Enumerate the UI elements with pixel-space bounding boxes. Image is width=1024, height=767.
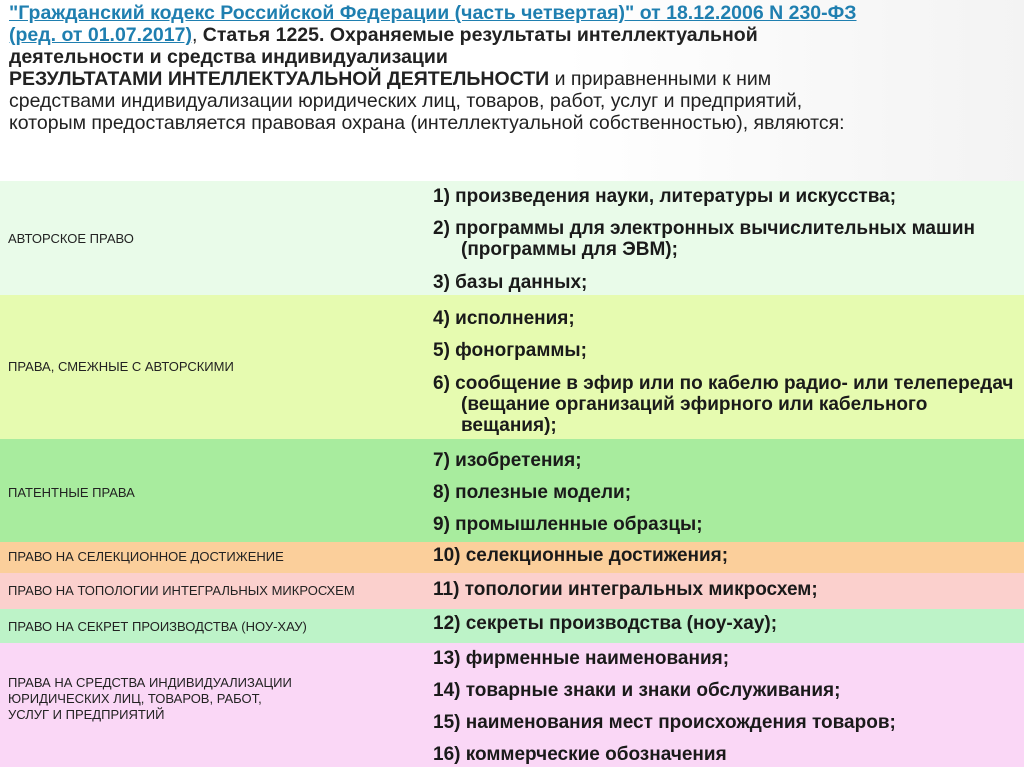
article-title-cont: деятельности и средства индивидуализации — [9, 46, 448, 68]
category-row — [0, 609, 1024, 643]
civil-code-link[interactable]: "Гражданский кодекс Российской Федерации (часть четвертая)" от 18.12.2006 N 230-ФЗ — [9, 2, 857, 24]
category-label: ПРАВО НА ТОПОЛОГИИ ИНТЕГРАЛЬНЫХ МИКРОСХЕМ — [8, 583, 355, 598]
category-row — [0, 542, 1024, 573]
category-label: ПАТЕНТНЫЕ ПРАВА — [8, 485, 135, 500]
category-label: ПРАВА, СМЕЖНЫЕ С АВТОРСКИМИ — [8, 359, 234, 374]
list-item: 9) промышленные образцы; — [433, 514, 703, 535]
list-item: 7) изобретения; — [433, 450, 582, 471]
category-label: ПРАВА НА СРЕДСТВА ИНДИВИДУАЛИЗАЦИИ ЮРИДИЧЕСКИХ ЛИЦ, ТОВАРОВ, РАБОТ, УСЛУГ И ПРЕДПРИЯТИЙ — [8, 675, 292, 722]
category-row — [0, 643, 1024, 767]
list-item: 16) коммерческие обозначения — [433, 744, 727, 765]
list-item: 4) исполнения; — [433, 308, 575, 329]
list-item: 14) товарные знаки и знаки обслуживания; — [433, 680, 841, 701]
list-item: 6) сообщение в эфир или по кабелю радио- или телепередач (вещание организаций эфирного или кабельного вещания); — [433, 373, 1014, 436]
intro-paragraph — [9, 68, 1017, 134]
category-label: ПРАВО НА СЕЛЕКЦИОННОЕ ДОСТИЖЕНИЕ — [8, 549, 284, 564]
list-item: 12) секреты производства (ноу-хау); — [433, 613, 778, 634]
header-comma: , — [191, 24, 198, 46]
list-item: 13) фирменные наименования; — [433, 648, 730, 669]
revision-link[interactable]: (ред. от 01.07.2017) — [9, 24, 192, 46]
intro-bold: РЕЗУЛЬТАТАМИ ИНТЕЛЛЕКТУАЛЬНОЙ ДЕЯТЕЛЬНОСТИ — [9, 68, 550, 90]
category-row — [0, 181, 1024, 295]
category-label: АВТОРСКОЕ ПРАВО — [8, 231, 134, 246]
intro-line-2: средствами индивидуализации юридических лиц, товаров, работ, услуг и предприятий, — [9, 90, 803, 112]
intro-line-3: которым предоставляется правовая охрана (интеллектуальной собственностью), являются: — [9, 112, 845, 134]
list-item: 15) наименования мест происхождения товаров; — [433, 712, 896, 733]
list-item: 2) программы для электронных вычислительных машин (программы для ЭВМ); — [433, 218, 975, 260]
list-item: 10) селекционные достижения; — [433, 545, 729, 566]
intro-rest: и приравненными к ним — [549, 68, 772, 90]
category-row — [0, 295, 1024, 439]
article-title: Статья 1225. Охраняемые результаты интеллектуальной — [197, 24, 758, 46]
document-header — [9, 2, 1017, 134]
list-item: 5) фонограммы; — [433, 340, 587, 361]
list-item: 1) произведения науки, литературы и искусства; — [433, 186, 897, 207]
list-item: 3) базы данных; — [433, 272, 588, 293]
list-item: 8) полезные модели; — [433, 482, 632, 503]
category-label: ПРАВО НА СЕКРЕТ ПРОИЗВОДСТВА (НОУ-ХАУ) — [8, 619, 307, 634]
category-row — [0, 439, 1024, 542]
category-row — [0, 573, 1024, 609]
list-item: 11) топологии интегральных микросхем; — [433, 579, 818, 600]
